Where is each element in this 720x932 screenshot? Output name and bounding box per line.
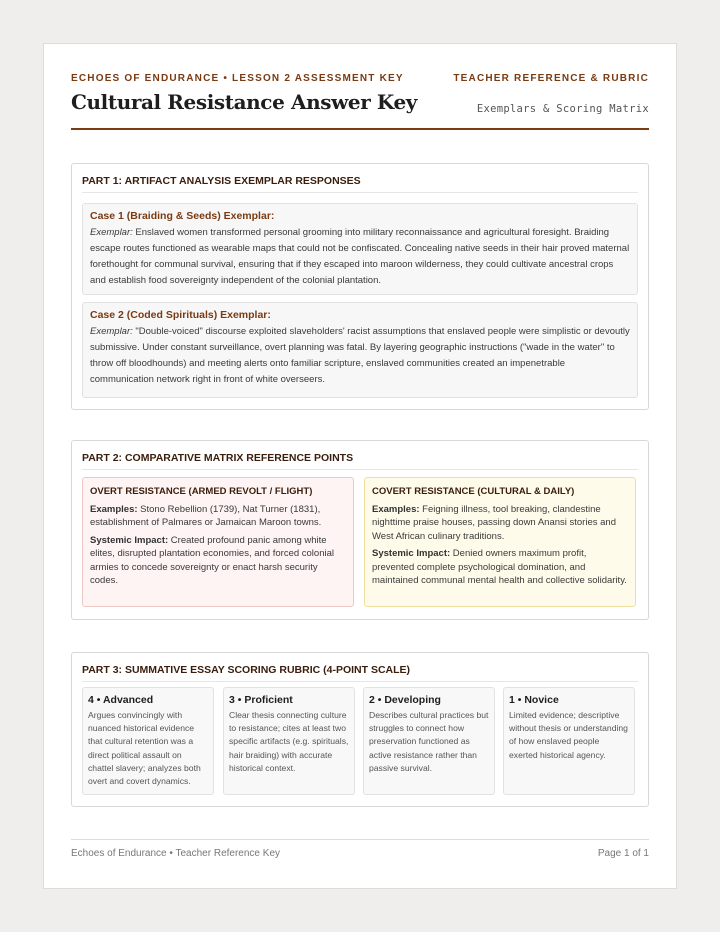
- exemplar-lead: Exemplar:: [90, 326, 133, 337]
- case-title: Case 1 (Braiding & Seeds) Exemplar:: [90, 210, 275, 222]
- rubric-level-title: 4 • Advanced: [88, 694, 154, 706]
- rubric-level-1: [503, 687, 635, 795]
- rubric-level-text: Clear thesis connecting culture to resistance; cites at least two specific artifacts (e.g. spirituals, hair braiding) with accurate historical context.: [229, 710, 349, 773]
- rubric-level-2: [363, 687, 495, 795]
- covert-impact: [372, 547, 628, 587]
- overt-examples: [90, 503, 346, 530]
- examples-label: Examples:: [90, 504, 138, 515]
- examples-text: Stono Rebellion (1739), Nat Turner (1831), establishment of Palmares or Jamaican Maroon towns.: [90, 504, 322, 529]
- rubric-level-title: 1 • Novice: [509, 694, 559, 706]
- rubric-level-text: Argues convincingly with nuanced historical evidence that cultural retention was a direct political assault on chattel slavery; analyzes both overt and covert dynamics.: [88, 710, 201, 787]
- case-text: [90, 324, 630, 388]
- covert-examples: [372, 503, 628, 543]
- case-title: Case 2 (Coded Spirituals) Exemplar:: [90, 309, 271, 321]
- rubric-level-3: [223, 687, 355, 795]
- footer-divider: [71, 839, 649, 840]
- page-subtitle: Exemplars & Scoring Matrix: [476, 103, 649, 115]
- impact-label: Systemic Impact:: [372, 548, 451, 560]
- rubric-level-text: Limited evidence; descriptive without thesis or understanding of how enslaved people exerted historical agency.: [509, 710, 628, 760]
- part3-section: [71, 652, 649, 807]
- part1-section: [71, 163, 649, 410]
- rubric-level-text: Describes cultural practices but struggles to connect how preservation functioned as active resistance rather than passive survival.: [369, 710, 489, 773]
- footer-left: Echoes of Endurance • Teacher Reference Key: [71, 848, 280, 859]
- impact-label: Systemic Impact:: [90, 534, 169, 546]
- series-label: ECHOES OF ENDURANCE • LESSON 2 ASSESSMENT KEY: [71, 73, 404, 84]
- rubric-level-title: 2 • Developing: [369, 694, 441, 706]
- part3-title: PART 3: SUMMATIVE ESSAY SCORING RUBRIC (4-POINT SCALE): [82, 664, 638, 682]
- header-bar: [71, 73, 649, 87]
- examples-label: Examples:: [372, 504, 420, 515]
- case-card-2: [82, 302, 638, 398]
- overt-resistance-column: [82, 477, 354, 607]
- exemplar-body: Enslaved women transformed personal grooming into military reconnaissance and agricultural foresight. Braiding escape routes functioned as wearable maps that could not be confiscated. Concealing native seeds in their hair proved maternal forethought for communal survival, ensuring that if they escaped into maroon wilderness, they could cultivate ancestral crops and establish food sovereignty independent of the colonial plantation.: [90, 227, 630, 286]
- part1-title: PART 1: ARTIFACT ANALYSIS EXEMPLAR RESPONSES: [82, 175, 638, 193]
- examples-text: Feigning illness, tool breaking, clandestine nighttime praise houses, passing down Anansi stories and West African culinary traditions.: [372, 504, 616, 542]
- overt-impact: [90, 534, 346, 588]
- reference-label: TEACHER REFERENCE & RUBRIC: [453, 73, 649, 84]
- part2-section: [71, 440, 649, 620]
- impact-text: Denied owners maximum profit, prevented complete psychological domination, and maintained communal mental health and collective solidarity.: [372, 548, 627, 587]
- exemplar-lead: Exemplar:: [90, 227, 133, 238]
- part2-title: PART 2: COMPARATIVE MATRIX REFERENCE POINTS: [82, 452, 638, 470]
- document-page: [43, 43, 677, 889]
- rubric-level-title: 3 • Proficient: [229, 694, 293, 706]
- header-divider: [71, 128, 649, 130]
- case-text: [90, 225, 630, 289]
- exemplar-body: "Double-voiced" discourse exploited slaveholders' racist assumptions that enslaved people were simplistic or devoutly submissive. Under constant surveillance, overt planning was fatal. By layering geographic instructions ("wade in the water" to throw off bloodhounds) and meeting alerts onto familiar scripture, enslaved communities created an impenetrable communication network right in front of white overseers.: [90, 326, 630, 385]
- rubric-level-4: [82, 687, 214, 795]
- covert-resistance-column: [364, 477, 636, 607]
- page-title: Cultural Resistance Answer Key: [71, 90, 418, 114]
- impact-text: Created profound panic among white elites, disrupted plantation economies, and forced colonial armies to concede sovereignty or enact harsh security codes.: [90, 534, 334, 587]
- case-card-1: [82, 203, 638, 295]
- overt-title: OVERT RESISTANCE (ARMED REVOLT / FLIGHT): [90, 486, 313, 497]
- covert-title: COVERT RESISTANCE (CULTURAL & DAILY): [372, 486, 575, 497]
- page-number: Page 1 of 1: [597, 848, 649, 859]
